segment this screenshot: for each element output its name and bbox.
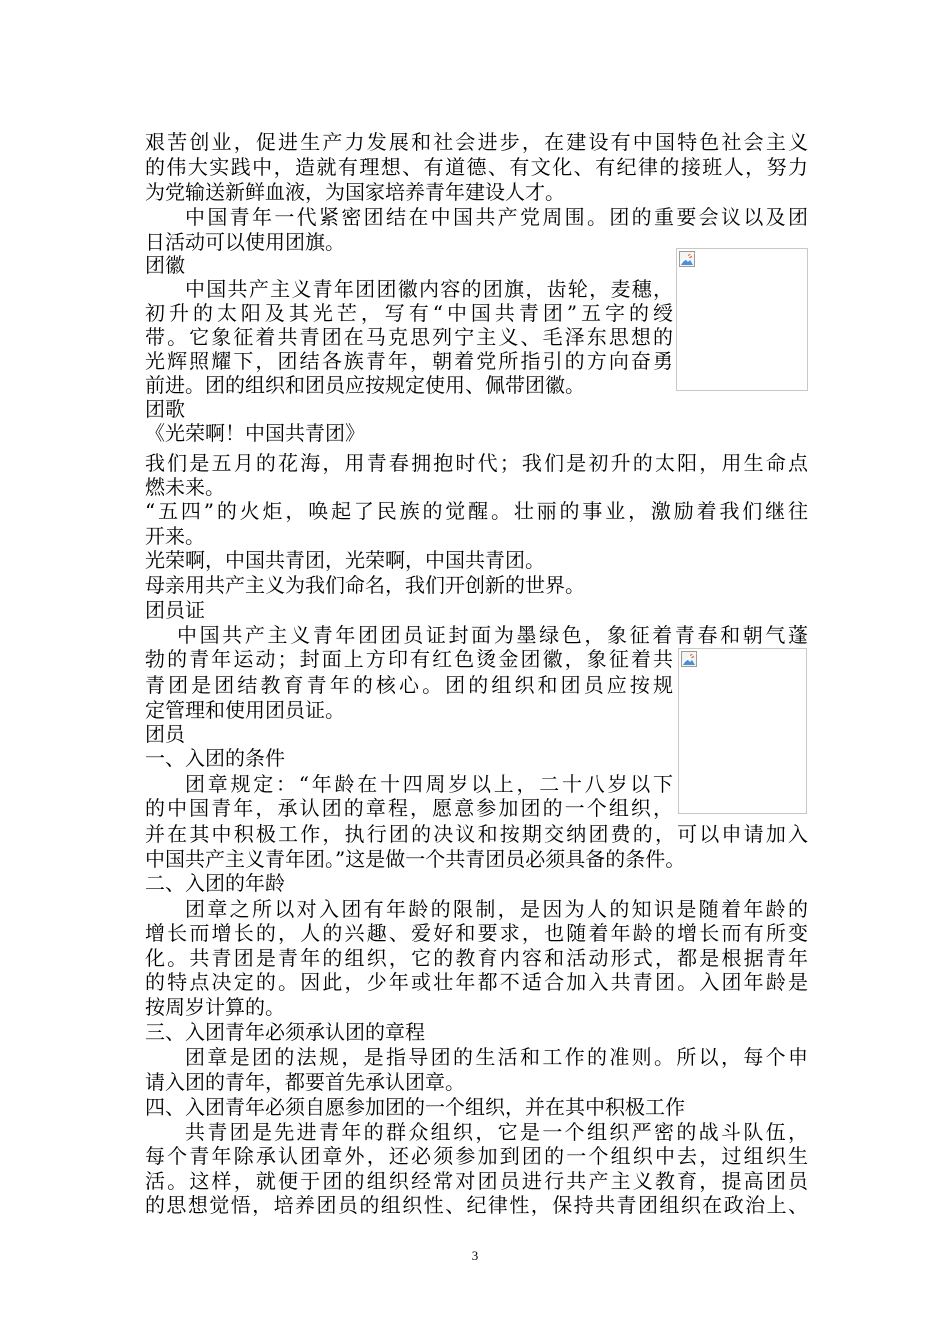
text-line: 燃未来。 [145, 475, 225, 499]
text-line: 前进。团的组织和团员应按规定使用、佩带团徽。 [145, 373, 585, 397]
text-line: 的中国青年，承认团的章程，愿意参加团的一个组织， [145, 796, 673, 820]
text-line: 带。它象征着共青团在马克思列宁主义、毛泽东思想的 [145, 325, 673, 349]
text-line: 按周岁计算的。 [145, 995, 285, 1019]
text-line: 的思想觉悟，培养团员的组织性、纪律性，保持共青团组织在政治上、 [145, 1193, 808, 1217]
broken-image-icon [679, 251, 695, 267]
text-line: 开来。 [145, 524, 205, 548]
text-line: 一、入团的条件 [145, 746, 285, 770]
text-line: 请入团的青年，都要首先承认团章。 [145, 1070, 465, 1094]
text-line: 团徽 [145, 253, 185, 277]
text-line: 中国共产主义青年团团员证封面为墨绿色，象征着青春和朝气蓬 [177, 623, 808, 647]
text-line: 化。共青团是青年的组织，它的教育内容和活动形式，都是根据青年 [145, 946, 808, 970]
text-line: 《光荣啊！中国共青团》 [145, 421, 365, 445]
text-line: 为党输送新鲜血液，为国家培养青年建设人才。 [145, 180, 565, 204]
text-line: 中国青年一代紧密团结在中国共产党周围。团的重要会议以及团 [185, 205, 808, 229]
text-line: 青团是团结教育青年的核心。团的组织和团员应按规 [145, 673, 673, 697]
text-line: 艰苦创业，促进生产力发展和社会进步，在建设有中国特色社会主义 [145, 130, 808, 154]
text-line: 增长而增长的，人的兴趣、爱好和要求，也随着年龄的增长而有所变 [145, 921, 808, 945]
text-line: 勃的青年运动；封面上方印有红色烫金团徽，象征着共 [145, 647, 673, 671]
text-line: 每个青年除承认团章外，还必须参加到团的一个组织中去，过组织生 [145, 1144, 808, 1168]
text-line: 二、入团的年龄 [145, 871, 285, 895]
text-line: 活。这样，就便于团的组织经常对团员进行共产主义教育，提高团员 [145, 1169, 808, 1193]
text-line: 定管理和使用团员证。 [145, 698, 345, 722]
text-line: 我们是五月的花海，用青春拥抱时代；我们是初升的太阳，用生命点 [145, 451, 808, 475]
text-line: 的特点决定的。因此，少年或壮年都不适合加入共青团。入团年龄是 [145, 970, 808, 994]
text-line: 的伟大实践中，造就有理想、有道德、有文化、有纪律的接班人，努力 [145, 155, 808, 179]
page-number: 3 [471, 1248, 479, 1263]
text-line: 四、入团青年必须自愿参加团的一个组织，并在其中积极工作 [145, 1095, 685, 1119]
text-line: 团章之所以对入团有年龄的限制，是因为人的知识是随着年龄的 [185, 897, 808, 921]
text-line: 团员证 [145, 598, 205, 622]
text-line: 光辉照耀下，团结各族青年，朝着党所指引的方向奋勇 [145, 349, 673, 373]
text-line: 中国共产主义青年团团徽内容的团旗，齿轮，麦穗， [185, 277, 673, 301]
text-line: 团员 [145, 722, 185, 746]
text-line: 共青团是先进青年的群众组织，它是一个组织严密的战斗队伍， [185, 1120, 808, 1144]
text-line: 光荣啊，中国共青团，光荣啊，中国共青团。 [145, 548, 545, 572]
text-line: 日活动可以使用团旗。 [145, 230, 345, 254]
text-line: “五四”的火炬，唤起了民族的觉醒。壮丽的事业，激励着我们继往 [145, 499, 808, 523]
text-line: 团章是团的法规，是指导团的生活和工作的准则。所以，每个申 [185, 1045, 808, 1069]
member-card-image-placeholder [678, 648, 807, 814]
broken-image-icon [681, 651, 697, 667]
text-line: 三、入团青年必须承认团的章程 [145, 1020, 425, 1044]
text-line: 中国共产主义青年团。”这是做一个共青团员必须具备的条件。 [145, 847, 686, 871]
text-line: 并在其中积极工作，执行团的决议和按期交纳团费的，可以申请加入 [145, 822, 808, 846]
text-line: 母亲用共产主义为我们命名，我们开创新的世界。 [145, 573, 585, 597]
text-line: 初升的太阳及其光芒，写有“中国共青团”五字的绶 [145, 301, 673, 325]
emblem-image-placeholder [676, 248, 808, 391]
text-line: 团章规定：“年龄在十四周岁以上，二十八岁以下 [185, 772, 673, 796]
text-line: 团歌 [145, 397, 185, 421]
